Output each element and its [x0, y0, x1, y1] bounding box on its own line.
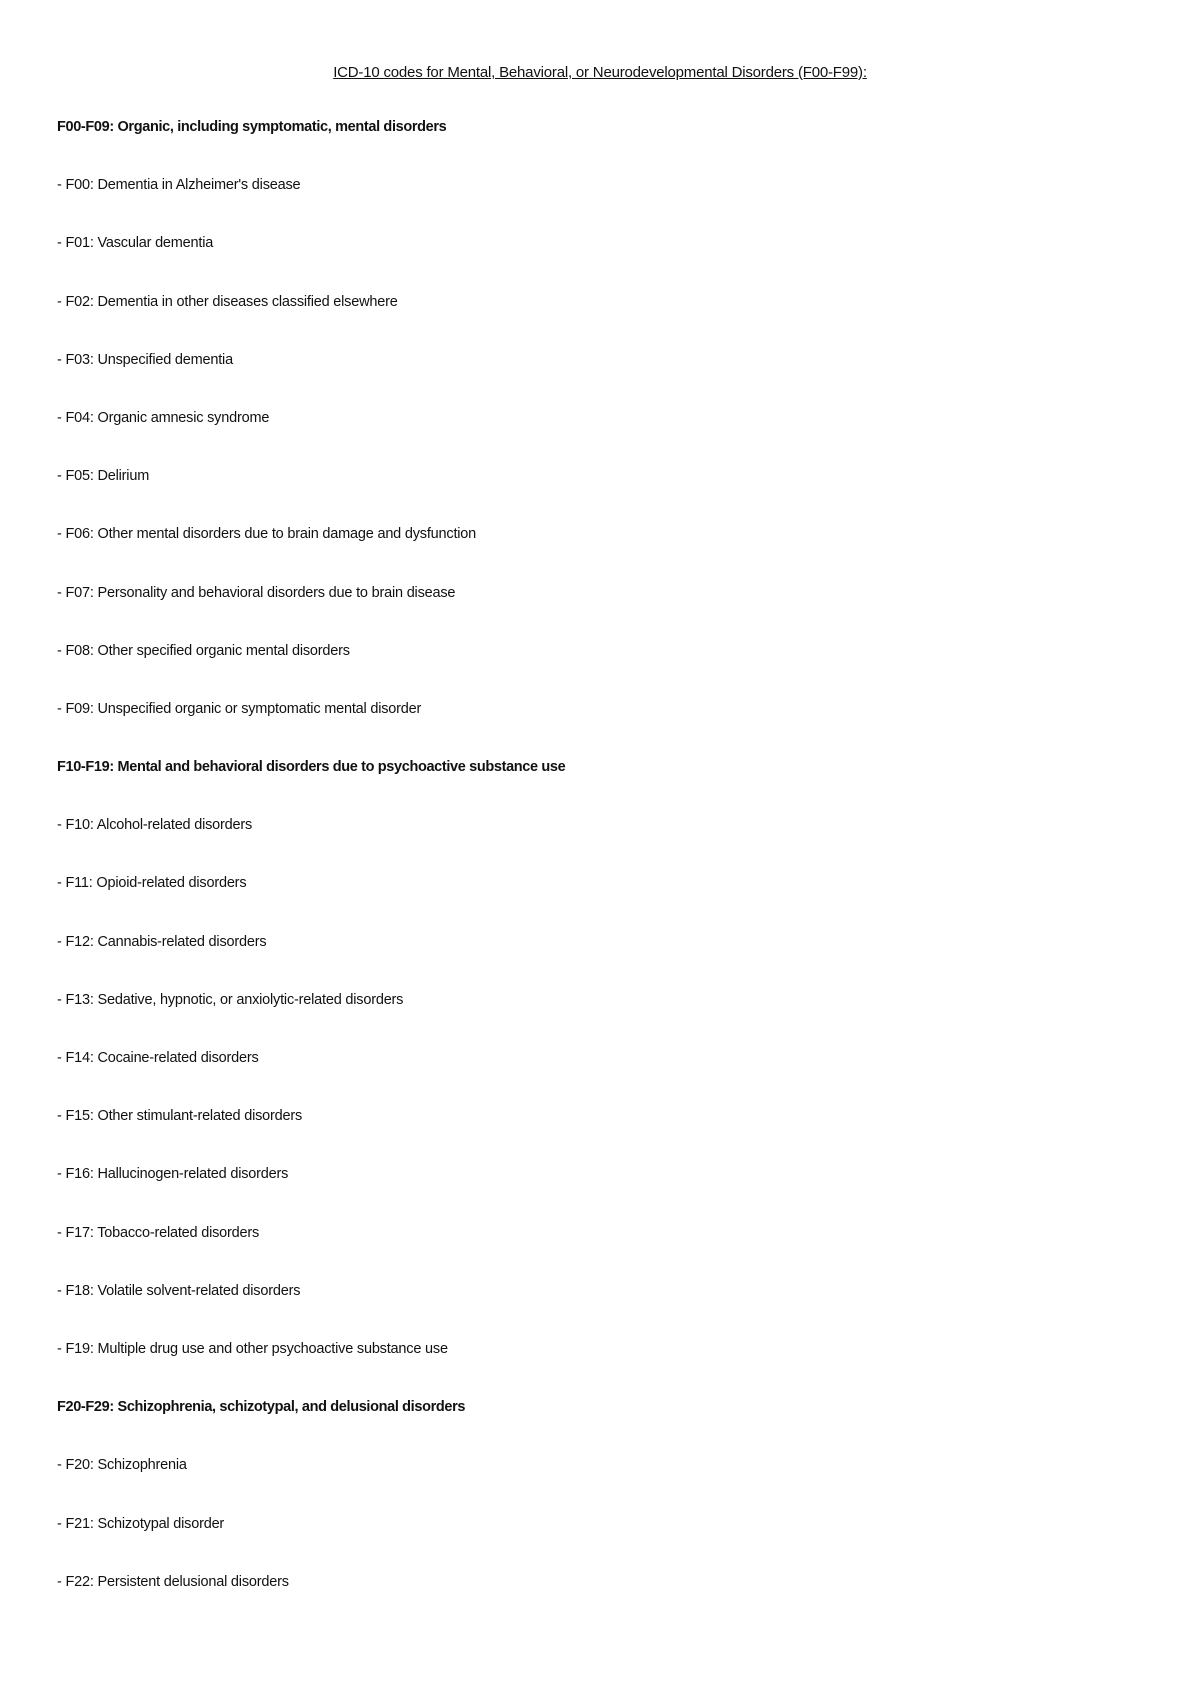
- code-list: [57, 118, 1157, 1631]
- code-item: - F13: Sedative, hypnotic, or anxiolytic-related disorders: [57, 991, 404, 1008]
- code-item: - F12: Cannabis-related disorders: [57, 933, 267, 950]
- code-item: - F02: Dementia in other diseases classified elsewhere: [57, 293, 398, 310]
- code-item: - F06: Other mental disorders due to brain damage and dysfunction: [57, 526, 477, 543]
- code-item: - F18: Volatile solvent-related disorders: [57, 1282, 301, 1299]
- code-item: - F21: Schizotypal disorder: [57, 1515, 225, 1532]
- code-item: - F08: Other specified organic mental disorders: [57, 642, 350, 659]
- code-item: - F05: Delirium: [57, 468, 150, 485]
- code-item: - F19: Multiple drug use and other psychoactive substance use: [57, 1340, 448, 1357]
- code-item: - F10: Alcohol-related disorders: [57, 817, 253, 834]
- code-item: - F22: Persistent delusional disorders: [57, 1573, 289, 1590]
- code-item: - F17: Tobacco-related disorders: [57, 1224, 260, 1241]
- section-heading: F10-F19: Mental and behavioral disorders due to psychoactive substance use: [57, 759, 566, 776]
- code-item: - F01: Vascular dementia: [57, 235, 214, 252]
- code-item: - F00: Dementia in Alzheimer's disease: [57, 177, 301, 194]
- document-title: ICD-10 codes for Mental, Behavioral, or Neurodevelopmental Disorders (F00-F99):: [333, 64, 867, 81]
- code-item: - F14: Cocaine-related disorders: [57, 1050, 259, 1066]
- code-item: - F09: Unspecified organic or symptomatic mental disorder: [57, 700, 422, 717]
- code-item: - F11: Opioid-related disorders: [57, 875, 247, 892]
- section-heading: F20-F29: Schizophrenia, schizotypal, and delusional disorders: [57, 1399, 466, 1416]
- section-heading: F00-F09: Organic, including symptomatic, mental disorders: [57, 119, 447, 135]
- code-item: - F20: Schizophrenia: [57, 1457, 187, 1474]
- code-item: - F04: Organic amnesic syndrome: [57, 409, 270, 426]
- code-item: - F16: Hallucinogen-related disorders: [57, 1166, 289, 1183]
- code-item: - F03: Unspecified dementia: [57, 351, 233, 368]
- code-item: - F07: Personality and behavioral disorders due to brain disease: [57, 584, 456, 601]
- code-item: - F15: Other stimulant-related disorders: [57, 1108, 303, 1125]
